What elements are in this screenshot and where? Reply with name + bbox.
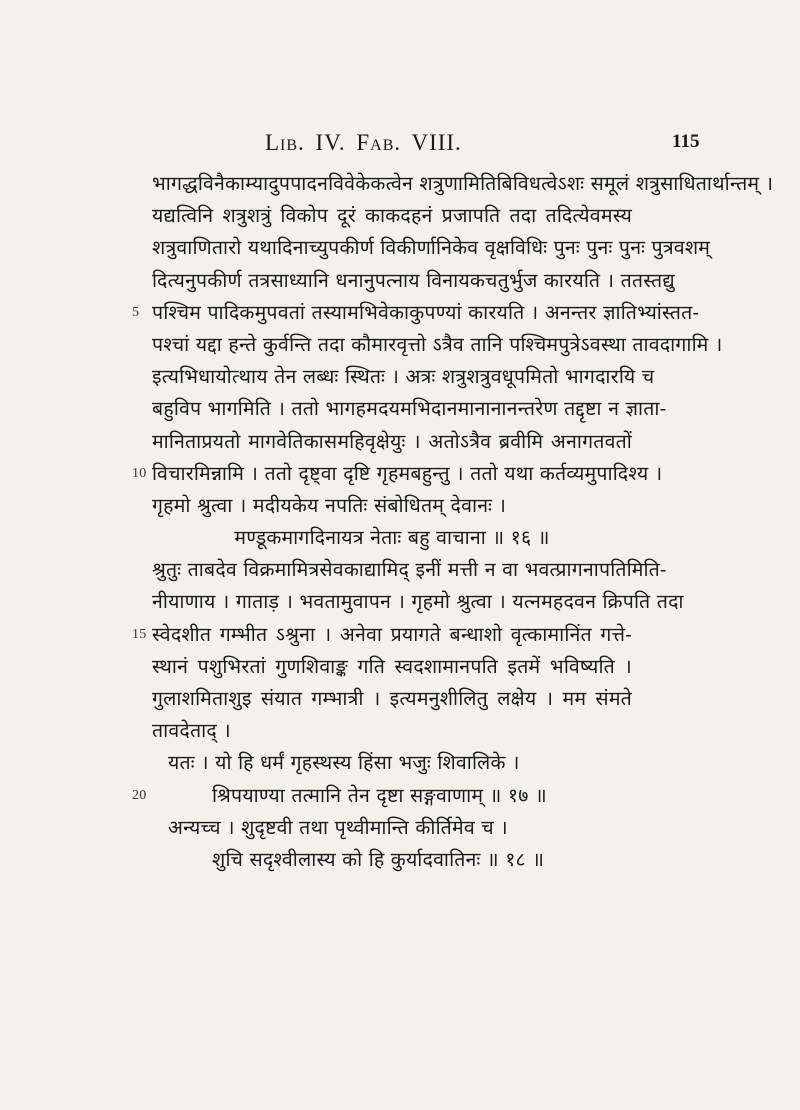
text-line — [132, 297, 700, 329]
verse-line: अन्यच्च । शुदृष्टवी तथा पृथ्वीमान्ति कीर्तिमेव च । — [168, 815, 508, 839]
text-line: नीयाणाय । गाताड़ । भवतामुवापन । गृहमो श्रुत्वा । यत्नमहदवन क्रिपति तदा — [152, 590, 684, 614]
text-line: बहुविप भागमिति । ततो भागहमदयमभिदानमानानानन्तरेण तद्दृष्टा न ज्ञाता- — [152, 397, 667, 421]
text-line: भागद्धविनैकाम्यादुपपादनविवेकेकत्वेन शत्रुणामितिबिविधत्वेऽशः समूलं शत्रुसाधितार्थान्तम् । — [152, 172, 774, 195]
page-number: 115 — [672, 131, 700, 152]
text-line: तावदेताद् । — [152, 719, 231, 743]
text-line-content: पश्चिम पादिकमुपवतां तस्यामभिवेकाकुपण्यां कारयति । अनन्तर ज्ञातिभ्यांस्तत- — [152, 300, 700, 324]
text-line: इत्यभिधायोत्थाय तेन लब्धः स्थितः । अत्रः शत्रुशत्रुवधूपमितो भागदारयि च — [152, 365, 655, 389]
text-line: गुलाशमिताशुइ संयात गम्भात्री । इत्यमनुशीलितु लक्षेय । मम संमते — [152, 687, 632, 710]
text-line: शत्रुवाणितारो यथादिनाच्युपकीर्ण विकीर्णानिकेव वृक्षविधिः पुनः पुनः पुनः पुत्रवशम् — [152, 236, 711, 260]
verse-line: शुचि सदृश्वीलास्य को हि कुर्यादवातिनः ॥ १८ ॥ — [212, 847, 545, 871]
text-line: श्रुतुः ताबदेव विक्रमामित्रसेवकाद्यामिद् इनीं मत्ती न वा भवत्प्रागनापतिमिति- — [152, 558, 667, 582]
text-line-content: श्रिपयाण्या तत्मानि तेन दृष्टा सङ्गवाणाम् ॥ १७ ॥ — [212, 783, 547, 807]
text-line: मानिताप्रयतो मागवेतिकासमहिवृक्षेयुः । अतोऽत्रैव ब्रवीमि अनागतवतों — [152, 429, 632, 453]
text-line-content: विचारमिन्नामि । ततो दृष्ट्वा दृष्टि गृहमबहुन्तु । ततो यथा कर्तव्यमुपादिश्य । — [152, 461, 663, 485]
line-number: 15 — [132, 626, 147, 642]
line-number: 10 — [132, 465, 147, 481]
line-number: 20 — [132, 787, 147, 803]
text-line: दित्यनुपकीर्ण तत्रसाध्यानि धनानुपत्नाय विनायकचतुर्भुज कारयति । ततस्तद्यु — [152, 268, 675, 292]
running-header: Lib. IV. Fab. VIII. — [265, 130, 462, 155]
text-line — [132, 458, 663, 490]
line-number: 5 — [132, 304, 140, 320]
sanskrit-text-body — [132, 168, 774, 876]
text-line: गृहमो श्रुत्वा । मदीयकेय नपतिः संबोधितम् देवानः । — [152, 493, 507, 517]
verse-line: यतः । यो हि धर्मं गृहस्थस्य हिंसा भजुः शिवालिके । — [168, 751, 520, 775]
text-line: स्थानं पशुभिरतां गुणशिवाङ्क गति स्वदशामानपति इतमें भविष्यति । — [152, 654, 632, 678]
verse-line — [132, 780, 632, 812]
text-line: पश्चां यद्दा हन्ते कुर्वन्ति तदा कौमारवृत्तो ऽत्रैव तानि पश्चिमपुत्रेऽवस्था तावदागामि । — [152, 332, 723, 356]
text-line-content: स्वेदशीत गम्भीत ऽश्रुना । अनेवा प्रयागते बन्धाशो वृत्कामानिंत गत्ते- — [152, 622, 632, 646]
text-line — [132, 619, 632, 651]
verse-line: मण्डूकमागदिनायत्र नेताः बहु वाचाना ॥ १६ ॥ — [234, 526, 550, 550]
text-line: यद्यत्विनि शत्रुशत्रुं विकोप दूरं काकदहनं प्रजापति तदा तदित्येवमस्य — [152, 204, 632, 228]
